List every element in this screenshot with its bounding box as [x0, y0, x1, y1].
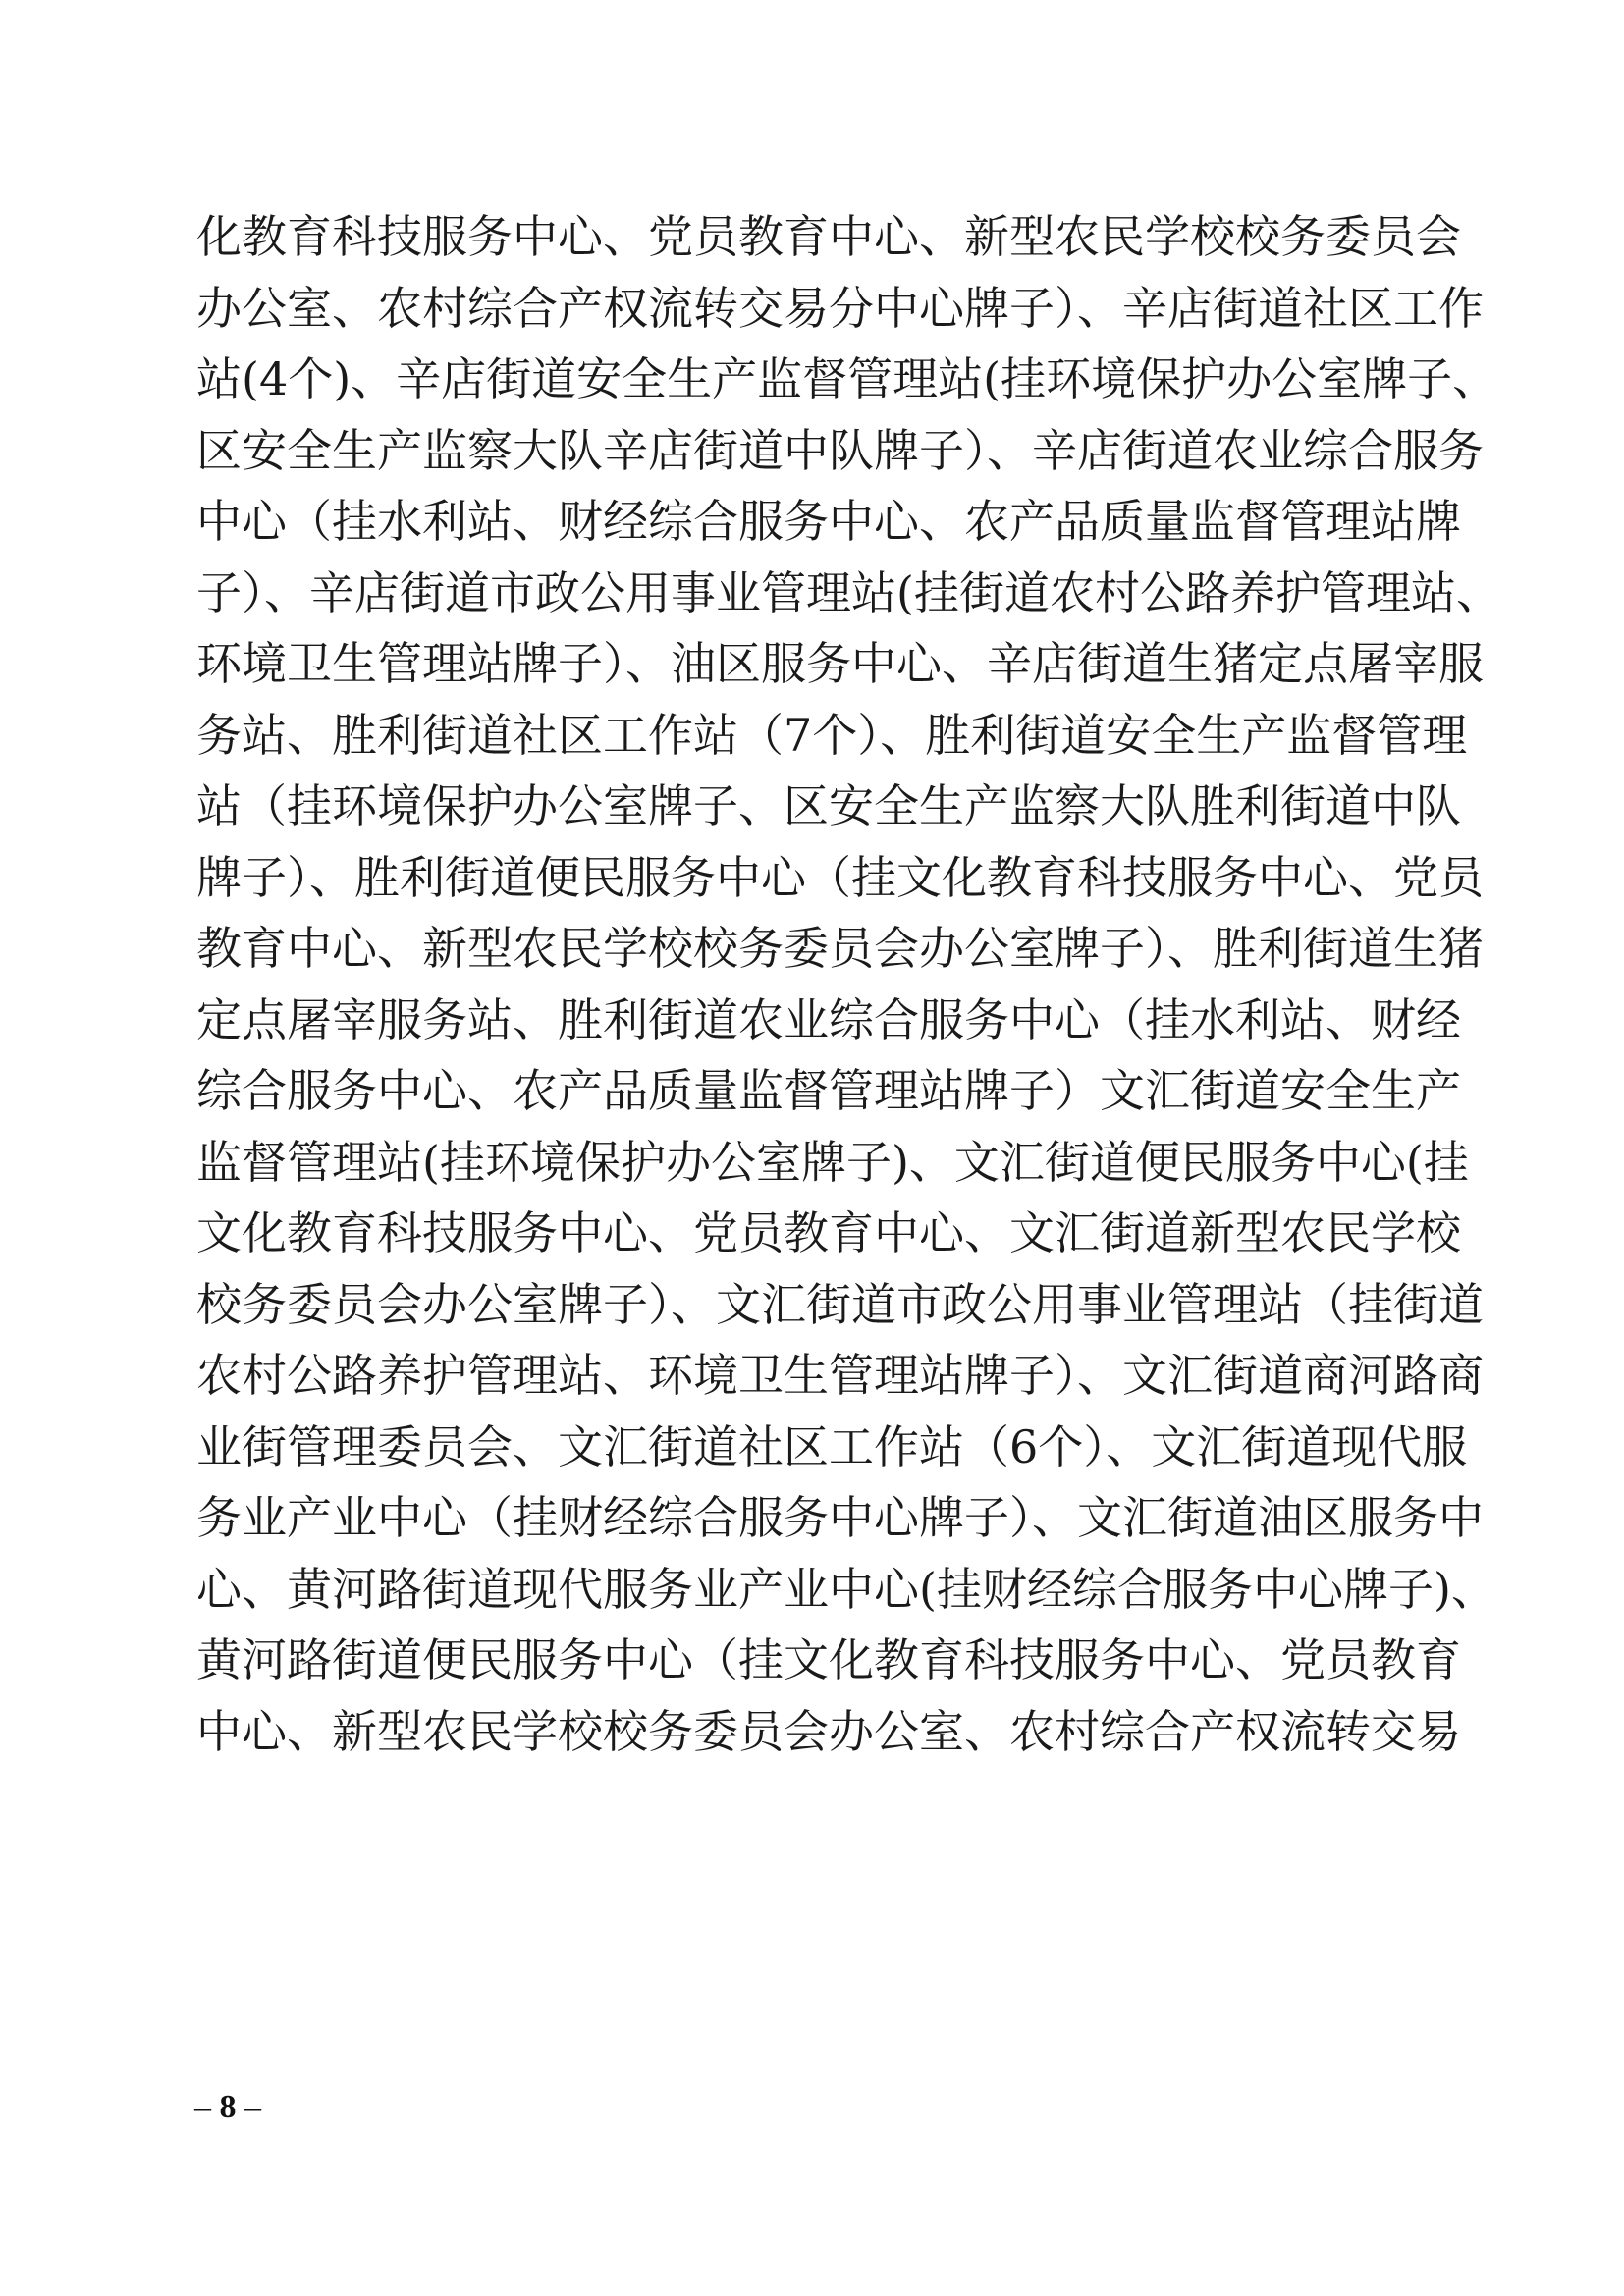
text-line: 校务委员会办公室牌子）、文汇街道市政公用事业管理站（挂街道 — [196, 1277, 1484, 1331]
text-line: 子）、辛店街道市政公用事业管理站(挂街道农村公路养护管理站、 — [196, 565, 1501, 619]
text-line: 监督管理站(挂环境保护办公室牌子)、文汇街道便民服务中心(挂 — [196, 1135, 1469, 1189]
text-line: 定点屠宰服务站、胜利街道农业综合服务中心（挂水利站、财经 — [196, 992, 1461, 1046]
text-line: 综合服务中心、农产品质量监督管理站牌子）文汇街道安全生产 — [196, 1064, 1461, 1117]
text-line: 业街管理委员会、文汇街道社区工作站（6个）、文汇街道现代服 — [196, 1419, 1468, 1473]
text-line: 办公室、农村综合产权流转交易分中心牌子）、辛店街道社区工作 — [196, 281, 1484, 335]
text-line: 区安全生产监察大队辛店街道中队牌子）、辛店街道农业综合服务 — [196, 423, 1484, 477]
text-line: 文化教育科技服务中心、党员教育中心、文汇街道新型农民学校 — [196, 1206, 1461, 1259]
text-line: 务站、胜利街道社区工作站（7个）、胜利街道安全生产监督管理 — [196, 708, 1468, 762]
text-line: 牌子）、胜利街道便民服务中心（挂文化教育科技服务中心、党员 — [196, 850, 1484, 904]
page-number: – 8 – — [194, 2089, 261, 2125]
text-line: 黄河路街道便民服务中心（挂文化教育科技服务中心、党员教育 — [196, 1633, 1461, 1686]
body-paragraph — [196, 201, 1501, 1767]
text-line: 环境卫生管理站牌子）、油区服务中心、辛店街道生猪定点屠宰服 — [196, 637, 1484, 690]
text-line: 站（挂环境保护办公室牌子、区安全生产监察大队胜利街道中队 — [196, 779, 1461, 832]
text-line: 中心（挂水利站、财经综合服务中心、农产品质量监督管理站牌 — [196, 495, 1461, 548]
text-line: 务业产业中心（挂财经综合服务中心牌子）、文汇街道油区服务中 — [196, 1491, 1484, 1544]
text-line: 中心、新型农民学校校务委员会办公室、农村综合产权流转交易 — [196, 1704, 1461, 1758]
text-line: 心、黄河路街道现代服务业产业中心(挂财经综合服务中心牌子)、 — [196, 1562, 1496, 1616]
text-line: 教育中心、新型农民学校校务委员会办公室牌子）、胜利街道生猪 — [196, 922, 1484, 975]
text-line: 化教育科技服务中心、党员教育中心、新型农民学校校务委员会 — [196, 210, 1461, 263]
text-line: 站(4个)、辛店街道安全生产监督管理站(挂环境保护办公室牌子、 — [196, 352, 1498, 405]
text-line: 农村公路养护管理站、环境卫生管理站牌子）、文汇街道商河路商 — [196, 1349, 1484, 1402]
